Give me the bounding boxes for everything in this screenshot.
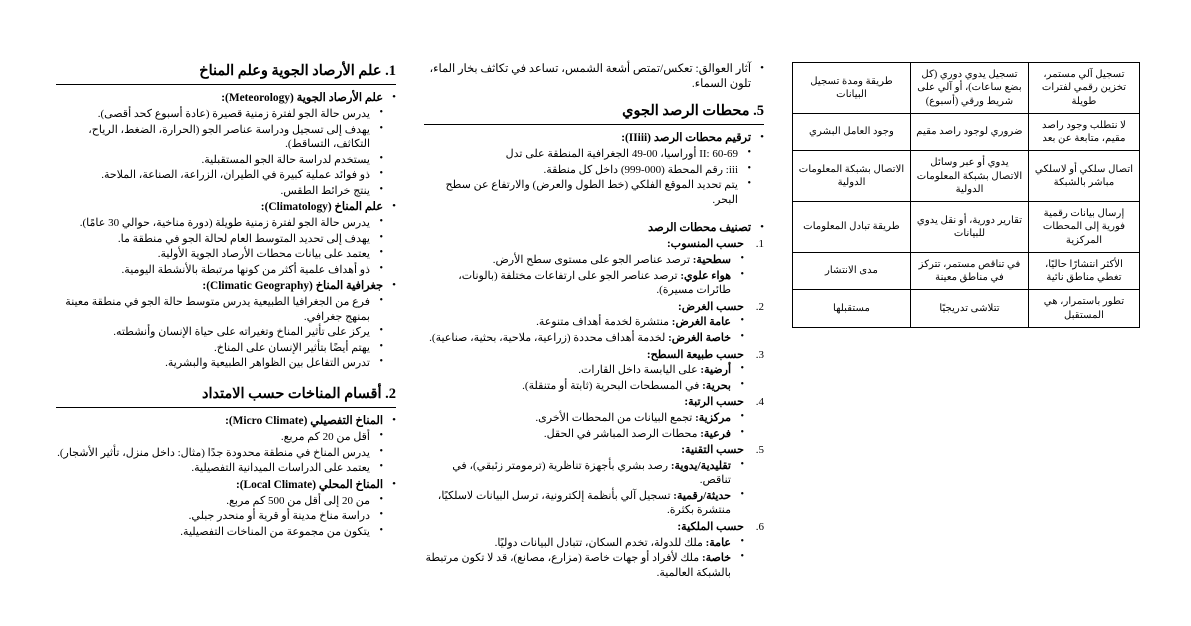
term-desc: في المسطحات البحرية (ثابتة أو متنقلة). (522, 379, 700, 392)
term-label: فرعية: (700, 427, 731, 440)
list-item: • II: 60-69 أوراسيا، 00-49 الجغرافية المنطقة على تدل (424, 147, 751, 162)
table-cell: الاتصال بشبكة المعلومات الدولية (793, 151, 911, 202)
sublist (424, 411, 744, 441)
term-desc: على اليابسة داخل القارات. (578, 364, 698, 377)
term-desc: ترصد عناصر الجو على ارتفاعات مختلفة (بالونات، طائرات مسيرة). (458, 269, 731, 297)
table-row (793, 151, 1140, 202)
list-item: • يستخدم لدراسة حالة الجو المستقبلية. (56, 153, 383, 168)
column-table (792, 62, 1140, 626)
term-desc: ترصد عناصر الجو على مستوى سطح الأرض. (492, 254, 691, 267)
list-item (424, 379, 744, 394)
table-cell: إرسال بيانات رقمية فورية إلى المحطات المركزية (1028, 202, 1139, 253)
list-item (424, 269, 744, 298)
term-label: المناخ المحلي (Local Climate): (235, 478, 383, 491)
term-desc: رصد بشري بأجهزة تناظرية (ترمومتر زئبقي)، في تناقص. (452, 459, 731, 487)
term-label: حديثة/رقمية: (673, 489, 731, 502)
table-cell: تتلاشى تدريجيًا (911, 290, 1029, 328)
list-item: • فرع من الجغرافيا الطبيعية يدرس متوسط حالة الجو في منطقة معينة بمنهج جغرافي. (56, 295, 383, 324)
table-row (793, 202, 1140, 253)
term-label: المناخ التفصيلي (Micro Climate): (225, 415, 383, 428)
section-observation-stations (424, 102, 764, 207)
classification-title: تصنيف محطات الرصد (648, 222, 751, 235)
list-item (424, 489, 744, 518)
list-item (424, 520, 764, 580)
term-label: عامة: (705, 536, 731, 549)
table-cell: يدوي أو عبر وسائل الاتصال بشبكة المعلومات الدولية (911, 151, 1029, 202)
list-item (56, 200, 396, 277)
table-cell: لا نتطلب وجود راصد مقيم، متابعة عن بعد (1028, 113, 1139, 151)
list-item: • يعتمد على الدراسات الميدانية التفصيلية. (56, 461, 383, 476)
list-item (424, 411, 744, 426)
sublist (56, 295, 383, 371)
sublist (424, 315, 744, 345)
table-cell: تطور باستمرار، هي المستقبل (1028, 290, 1139, 328)
term-desc: ملك للدولة، تخدم السكان، تتبادل البيانات دوليًا. (494, 536, 703, 549)
column-right (56, 62, 396, 626)
list-item (424, 331, 744, 346)
list-item: • أقل من 20 كم مربع. (56, 430, 383, 445)
list-item (56, 279, 396, 371)
term-label: علم الأرصاد الجوية (Meteorology): (221, 92, 383, 105)
term-desc: لخدمة أهداف محددة (زراعية، ملاحية، بحثية، صناعية). (429, 332, 666, 344)
list-item (424, 237, 764, 297)
list-item (424, 443, 764, 518)
sublist (424, 536, 744, 581)
comparison-table (792, 62, 1140, 328)
table-row (793, 63, 1140, 114)
sublist (56, 216, 383, 277)
list-item: • يدرس حالة الجو لفترة زمنية طويلة (دورة مناخية، حوالي 30 عامًا). (56, 216, 383, 231)
table-cell: طريقة ومدة تسجيل البيانات (793, 63, 911, 114)
term-label: تقليدية/يدوية: (670, 459, 731, 472)
sublist (56, 430, 383, 476)
list-item (424, 395, 764, 441)
section-title: 2. أقسام المناخات حسب الامتداد (56, 385, 396, 408)
list-climate-extent (56, 414, 396, 539)
list-item: • يتم تحديد الموقع الفلكي (خط الطول والعرض) والارتفاع عن سطح البحر. (424, 178, 751, 207)
term-desc: منتشرة لخدمة أهداف متنوعة. (536, 316, 670, 329)
list-item: • من 20 إلى أقل من 500 كم مربع. (56, 494, 383, 509)
term-label: عامة الغرض: (671, 316, 731, 329)
table-cell: اتصال سلكي أو لاسلكي مباشر بالشبكة (1028, 151, 1139, 202)
sublist (424, 459, 744, 518)
list-item (56, 478, 396, 540)
list-item: • ذو أهداف علمية أكثر من كونها مرتبطة بالأنشطة اليومية. (56, 263, 383, 278)
group-label: حسب المنسوب: (666, 238, 744, 251)
table-cell: مدى الانتشار (793, 252, 911, 290)
group-label: حسب الغرض: (677, 300, 744, 313)
table-row (793, 252, 1140, 290)
term-label: مركزية: (695, 412, 731, 425)
column-middle (424, 62, 764, 626)
term-label: سطحية: (692, 254, 731, 267)
list-item: • iii: رقم المحطة (000-999) داخل كل منطقة. (424, 163, 751, 178)
sublist (424, 253, 744, 298)
term-desc: تسجيل آلي بأنظمة إلكترونية، ترسل البيانات لاسلكيًا، منتشرة بكثرة. (437, 489, 731, 517)
term-label: بحرية: (702, 379, 731, 392)
list-item: • يدرس حالة الجو لفترة زمنية قصيرة (عادة أسبوع كحد أقصى). (56, 107, 383, 122)
list-item: • يهدف إلى تسجيل ودراسة عناصر الجو (الحرارة، الضغط، الرياح، التكاثف، التساقط). (56, 123, 383, 152)
table-cell: تسجيل آلي مستمر، تخزين رقمي لفترات طويلة (1028, 63, 1139, 114)
section-station-classification (424, 221, 764, 580)
list-item: • دراسة مناخ مدينة أو قرية أو منحدر جبلي. (56, 509, 383, 524)
table-cell: تسجيل يدوي دوري (كل بضع ساعات)، أو آلي على شريط ورقي (أسبوع) (911, 63, 1029, 114)
list-item (424, 300, 764, 346)
table-cell: الأكثر انتشارًا حاليًا، تغطي مناطق نائية (1028, 252, 1139, 290)
list-item: • يدرس المناخ في منطقة محدودة جدًا (مثال: داخل منزل، تأثير الأشجار). (56, 446, 383, 461)
term-label: علم المناخ (Climatology): (260, 201, 383, 214)
group-label: حسب التقنية: (681, 444, 744, 457)
list-aerosol-effects (424, 62, 764, 92)
sublist (56, 107, 383, 198)
list-item (424, 459, 744, 488)
term-desc: تجمع البيانات من المحطات الأخرى. (535, 412, 693, 425)
term-desc: ملك لأفراد أو جهات خاصة (مزارع، مصانع)، قد لا تكون مرتبطة بالشبكة العالمية. (425, 552, 731, 579)
term-label: جغرافية المناخ (Climatic Geography): (202, 280, 383, 293)
term-label: ترقيم محطات الرصد (IIiii): (621, 132, 751, 145)
list-item: • آثار العوالق: تعكس/تمتص أشعة الشمس، تساعد في تكاثف بخار الماء، تلون السماء. (424, 62, 764, 92)
group-label: حسب الرتبة: (684, 396, 744, 409)
list-item: • تدرس التفاعل بين الظواهر الطبيعية والبشرية. (56, 356, 383, 371)
table-cell: في تناقص مستمر، تتركز في مناطق معينة (911, 252, 1029, 290)
sublist (424, 363, 744, 393)
group-label: حسب طبيعة السطح: (646, 348, 744, 361)
list-item (424, 315, 744, 330)
term-desc: محطات الرصد المباشر في الحقل. (543, 427, 698, 440)
list-item: • يهتم أيضًا بتأثير الإنسان على المناخ. (56, 341, 383, 356)
list-item (424, 253, 744, 268)
table-cell: مستقبلها (793, 290, 911, 328)
classification-groups (424, 237, 764, 580)
list-item: • ينتج خرائط الطقس. (56, 184, 383, 199)
list-item: • ذو فوائد عملية كبيرة في الطيران، الزراعة، الصناعة، الملاحة. (56, 168, 383, 183)
list-item (56, 414, 396, 476)
list-item (424, 131, 764, 207)
list-item (424, 536, 744, 551)
list-item (424, 427, 744, 442)
table-cell: تقارير دورية، أو نقل يدوي للبيانات (911, 202, 1029, 253)
list-item: • يهدف إلى تحديد المتوسط العام لحالة الجو في منطقة ما. (56, 232, 383, 247)
table-cell: طريقة تبادل المعلومات (793, 202, 911, 253)
list-item: • يركز على تأثير المناخ وتغيراته على حياة الإنسان وأنشطته. (56, 325, 383, 340)
table-row (793, 290, 1140, 328)
list-meteorology (56, 91, 396, 371)
list-item: • يعتمد على بيانات محطات الأرصاد الجوية الأولية. (56, 247, 383, 262)
list-item (56, 91, 396, 198)
classification-heading-list (424, 221, 764, 236)
table-cell: ضروري لوجود راصد مقيم (911, 113, 1029, 151)
list-item (424, 551, 744, 580)
list-item: • يتكون من مجموعة من المناخات التفصيلية. (56, 525, 383, 540)
sublist (424, 147, 751, 207)
list-item (424, 221, 764, 236)
section-title: 5. محطات الرصد الجوي (424, 102, 764, 125)
list-item (424, 363, 744, 378)
term-label: هواء علوي: (680, 269, 731, 282)
table-row (793, 113, 1140, 151)
list-item (424, 348, 764, 394)
section-climate-extent (56, 385, 396, 539)
term-label: خاصة: (701, 552, 731, 565)
term-label: أرضية: (700, 364, 731, 377)
group-label: حسب الملكية: (677, 520, 744, 533)
table-cell: وجود العامل البشري (793, 113, 911, 151)
section-title: 1. علم الأرصاد الجوية وعلم المناخ (56, 62, 396, 85)
term-label: خاصة الغرض: (668, 332, 731, 344)
sublist (56, 494, 383, 540)
section-meteorology (56, 62, 396, 371)
list-station-numbering (424, 131, 764, 207)
